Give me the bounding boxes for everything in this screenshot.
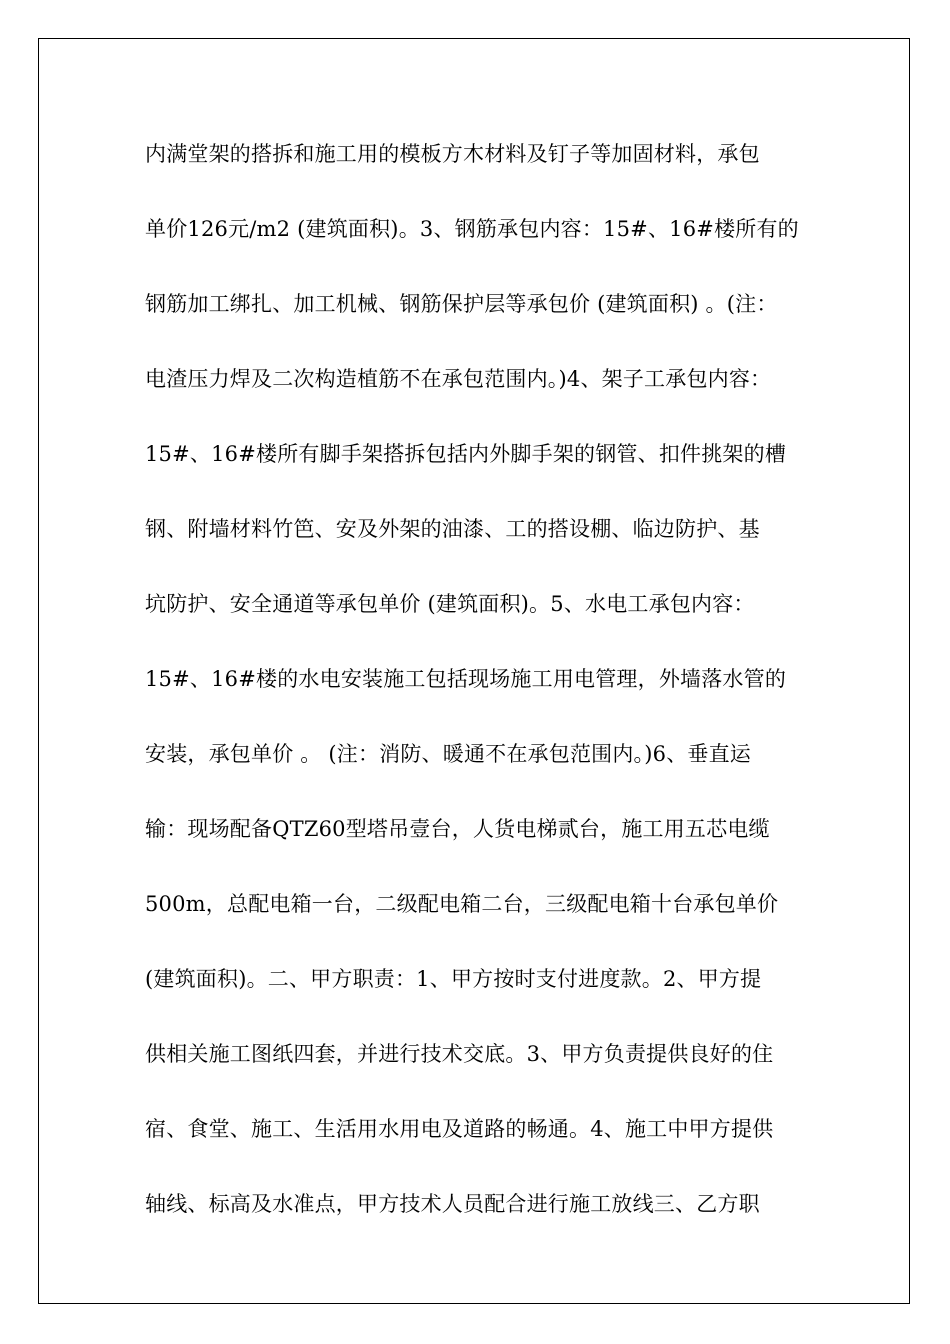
text-line: 钢、附墙材料竹笆、安及外架的油漆、工的搭设棚、临边防护、基 <box>145 517 760 541</box>
text-line: 供相关施工图纸四套，并进行技术交底。3、甲方负责提供良好的住 <box>145 1042 774 1066</box>
text-line: 钢筋加工绑扎、加工机械、钢筋保护层等承包价 (建筑面积) 。(注： <box>145 292 778 316</box>
text-line: 500m，总配电箱一台，二级配电箱二台，三级配电箱十台承包单价 <box>145 892 779 916</box>
text-line: 15#、16#楼所有脚手架搭拆包括内外脚手架的钢管、扣件挑架的槽 <box>145 442 787 466</box>
text-line: 输：现场配备QTZ60型塔吊壹台，人货电梯贰台，施工用五芯电缆 <box>145 817 770 841</box>
text-line: 坑防护、安全通道等承包单价 (建筑面积)。5、水电工承包内容： <box>145 592 755 616</box>
text-line: 电渣压力焊及二次构造植筋不在承包范围内。)4、架子工承包内容： <box>145 367 772 391</box>
text-line: 15#、16#楼的水电安装施工包括现场施工用电管理，外墙落水管的 <box>145 667 787 691</box>
text-line: 内满堂架的搭拆和施工用的模板方木材料及钉子等加固材料，承包 <box>145 142 760 166</box>
body-text <box>145 133 825 1258</box>
text-line: 轴线、标高及水准点，甲方技术人员配合进行施工放线三、乙方职 <box>145 1192 760 1216</box>
text-line: 单价126元/m2 (建筑面积)。3、钢筋承包内容：15#、16#楼所有的 <box>145 217 799 241</box>
text-line: 安装，承包单价 。 (注：消防、暖通不在承包范围内。)6、垂直运 <box>145 742 751 766</box>
text-line: (建筑面积)。二、甲方职责：1、甲方按时支付进度款。2、甲方提 <box>145 967 762 991</box>
text-line: 宿、食堂、施工、生活用水用电及道路的畅通。4、施工中甲方提供 <box>145 1117 774 1141</box>
